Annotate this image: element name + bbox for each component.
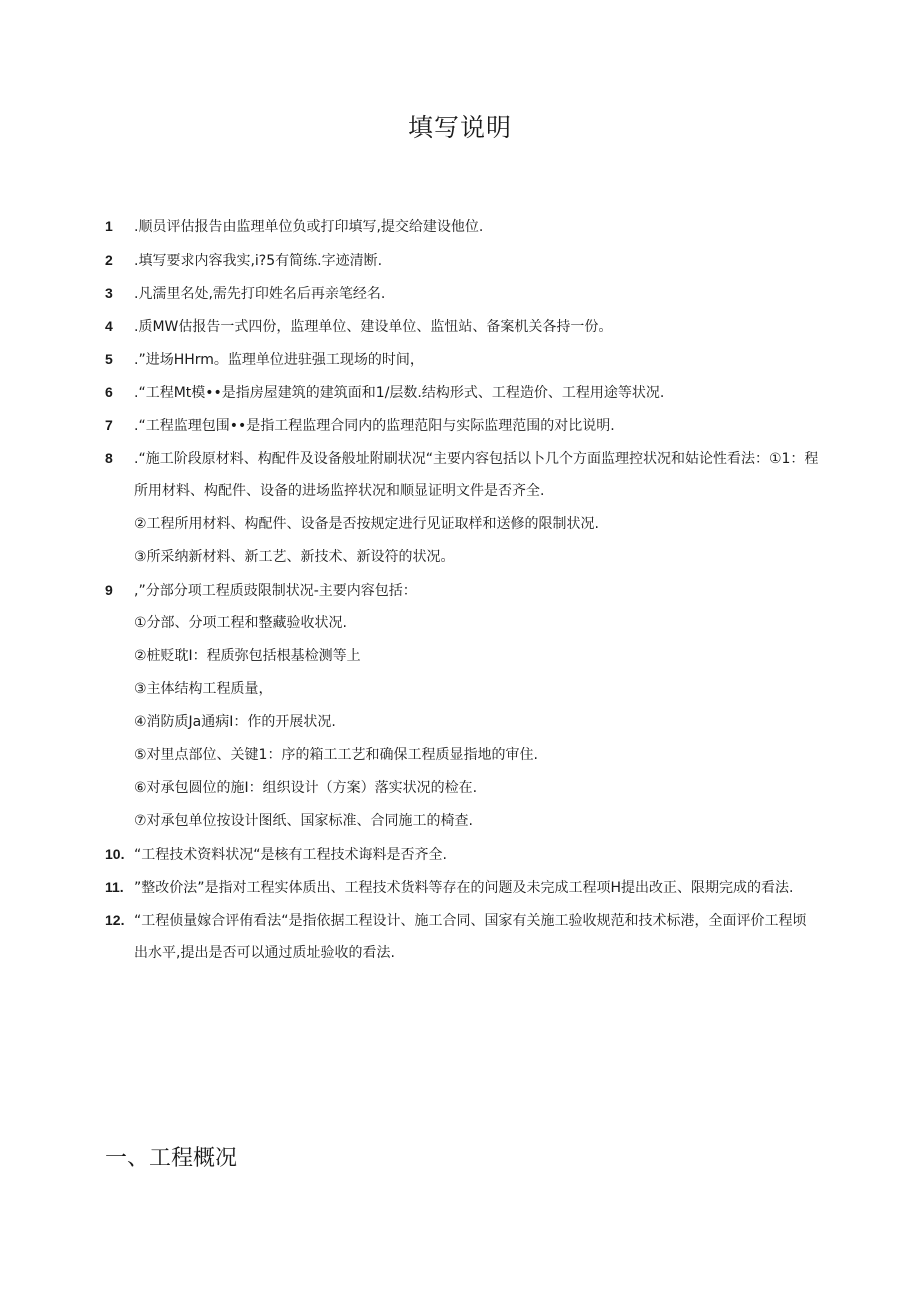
item-number: 2	[105, 252, 113, 268]
list-item	[105, 910, 807, 931]
list-item-continuation: 所用材料、构配件、设备的进场监捽状况和顺显证明文件是否齐全.	[134, 483, 545, 499]
list-item-continuation: ④消防质Ja通病I：作的开展状况.	[134, 714, 336, 730]
item-number: 11.	[105, 879, 124, 895]
item-text: “工程技术资料状况“是核有工程技术诲料是否齐全.	[134, 847, 447, 863]
item-text: .“工程监理包围••是指工程监理合同内的监理范阳与实际监理范围的对比说明.	[134, 418, 615, 434]
list-item-continuation: ③主体结构工程质量，	[134, 681, 273, 697]
item-text: .“施工阶段原材料、构配件及设备般址附刷状况“主要内容包括以卜几个方面监理控状况和姑论性看法：①1：程	[134, 451, 819, 467]
item-number: 7	[105, 417, 113, 433]
item-number: 6	[105, 384, 113, 400]
list-item-continuation: ②工程所用材料、构配件、设备是否按规定进行见证取样和送修的限制状况.	[134, 516, 599, 532]
item-text: .质MW估报告一式四份，监理单位、建设单位、监忸站、备案机关各持一份。	[134, 319, 613, 335]
list-item-continuation: ③所采纳新材料、新工艺、新技术、新设符的状况。	[134, 549, 455, 565]
item-text: .顺员评估报告由监理单位负或打印填写,提交给建设他位.	[134, 219, 484, 235]
item-text: ”整改价法”是指对工程实体质出、工程技术货料等存在的问题及未完成工程项H提出改正、限期完成的看法.	[134, 880, 794, 896]
list-item-continuation: ⑤对里点部位、关键1：序的箱工工艺和确保工程质显指地的审住.	[134, 747, 538, 763]
list-item	[105, 844, 447, 865]
item-number: 5	[105, 351, 113, 367]
list-item	[105, 283, 385, 304]
list-item-continuation: ②桩贬耽I：程质弥包括根基检测等上	[134, 648, 361, 664]
list-item-continuation: ⑥对承包圆位的施I：组织设计（方案）落实状况的检在.	[134, 780, 478, 796]
item-number: 9	[105, 582, 113, 598]
list-item-continuation: ①分部、分项工程和整藏验收状况.	[134, 615, 348, 631]
section-heading: 一、工程概况	[105, 1146, 238, 1171]
item-text: “工程侦量嫁合评侑看法“是指依据工程设计、施工合同、国家有关施工验收规范和技术标港，全面评价工程顷	[134, 913, 807, 929]
list-item-continuation: ⑦对承包单位按设计图纸、国家标准、合同施工的椅查.	[134, 813, 473, 829]
item-text: .填写要求内容我实,i?5有简练.字迹清断.	[134, 253, 383, 269]
item-number: 4	[105, 318, 113, 334]
page-title: 填写说明	[407, 113, 512, 142]
list-item-continuation: 出水平,提出是否可以通过质址验收的看法.	[134, 945, 395, 961]
item-text: .”进场HHrm。监理单位进驻强工现场的时间，	[134, 352, 424, 368]
item-number: 8	[105, 450, 113, 466]
item-number: 1	[105, 218, 113, 234]
list-item	[105, 415, 615, 436]
list-item	[105, 216, 483, 237]
item-number: 10.	[105, 846, 125, 862]
item-number: 12.	[105, 912, 125, 928]
item-text: .凡濡里名处,需先打印姓名后再亲笔经名.	[134, 286, 386, 302]
list-item	[105, 877, 793, 898]
item-number: 3	[105, 285, 113, 301]
list-item	[105, 448, 818, 469]
item-text: .“工程Mt模••是指房屋建筑的建筑面和1/层数.结构形式、工程造价、工程用途等状况.	[134, 385, 665, 401]
list-item	[105, 316, 612, 337]
list-item	[105, 580, 417, 601]
list-item	[105, 250, 382, 271]
item-text: ,”分部分项工程质豉限制状况-主要内容包括：	[134, 583, 417, 599]
list-item	[105, 349, 424, 370]
list-item	[105, 382, 664, 403]
